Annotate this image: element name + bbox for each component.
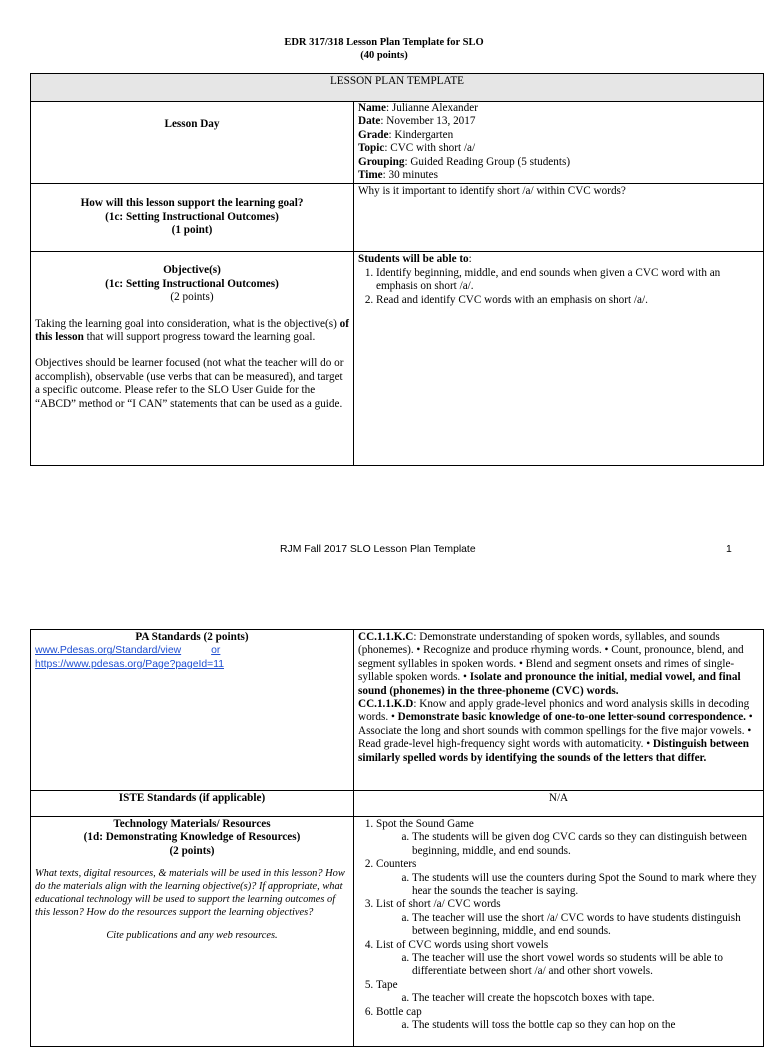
objective-item: 2. Read and identify CVC words with an emphasis on short /a/. (376, 294, 759, 307)
learning-goal-question: How will this lesson support the learning goal? (80, 197, 304, 210)
tech-resources-domain: (1d: Demonstrating Knowledge of Resources) (83, 831, 301, 844)
iste-standards-title: ISTE Standards (if applicable) (118, 792, 266, 804)
material-item: 4. List of CVC words using short vowels a. The teacher will use the short vowel words so students will be able to differentiate between short /a/ and other short vowels. (376, 939, 759, 979)
objectives-answer-cell (354, 252, 764, 466)
material-item: 2. Counters a. The students will use the counters during Spot the Sound to mark where they hear the sounds the teacher is saying. (376, 858, 759, 898)
tech-resources-title: Technology Materials/ Resources (113, 818, 271, 830)
document-title: EDR 317/318 Lesson Plan Template for SLO (284, 37, 484, 48)
material-detail: a. The teacher will create the hopscotch boxes with tape. (412, 992, 759, 1005)
material-detail: a. The students will be given dog CVC cards so they can distinguish between beginning, middle, and end sounds. (412, 831, 759, 858)
objectives-prompt-cell (31, 252, 354, 466)
material-item: 6. Bottle cap a. The students will toss the bottle cap so they can hop on the (376, 1006, 759, 1033)
standards-table (30, 629, 764, 1047)
tech-resources-points: (2 points) (169, 844, 215, 857)
objectives-points: (2 points) (170, 291, 214, 304)
lesson-day-label: Lesson Day (164, 118, 220, 130)
standard-cc-1-1-k-d: CC.1.1.K.D: Know and apply grade-level phonics and word analysis skills in decoding words. • Demonstrate basic knowledge of one-to-one letter-sound correspondence. • Associate the long and short sounds with common spellings for the five major vowels. • Read grade-level high-frequency sight words with automaticity. • Distinguish between similarly spelled words by identifying the sounds of the letters that differ. (358, 698, 753, 764)
materials-list (358, 818, 759, 1033)
pa-standards-link-2[interactable]: https://www.pdesas.org/Page?pageId=11 (35, 658, 224, 670)
pa-standards-content-cell (354, 630, 764, 791)
learning-goal-answer: Why is it important to identify short /a/ within CVC words? (358, 185, 626, 198)
material-detail: a. The students will toss the bottle cap so they can hop on the (412, 1019, 759, 1032)
tech-resources-cite: Cite publications and any web resources. (106, 930, 278, 942)
lesson-day-cell (31, 102, 354, 184)
material-detail: a. The students will use the counters during Spot the Sound to mark where they hear the sounds the teacher is saying. (412, 872, 759, 899)
lesson-plan-header (31, 74, 764, 102)
page-number: 1 (726, 544, 732, 555)
info-date: Date: November 13, 2017 (358, 115, 476, 128)
lesson-plan-header-text: LESSON PLAN TEMPLATE (329, 75, 465, 87)
iste-standards-cell (31, 791, 354, 817)
info-time: Time: 30 minutes (358, 169, 438, 182)
pa-standards-or: or (211, 645, 221, 657)
swbat-label: Students will be able to: (358, 253, 472, 266)
pa-standards-link-1[interactable]: www.Pdesas.org/Standard/view (35, 645, 182, 657)
objective-item: 1. Identify beginning, middle, and end sounds when given a CVC word with an emphasis on short /a/. (376, 267, 759, 294)
objectives-list (358, 267, 759, 307)
objectives-instruction-2: Objectives should be learner focused (not what the teacher will do or accomplish), observable (use verbs that can be measured), and target a specific outcome. Please refer to the SLO User Guide for the “ABCD” method or “I CAN” statements that can be used as a guide. (35, 357, 344, 410)
document-points: (40 points) (360, 50, 408, 61)
learning-goal-domain: (1c: Setting Instructional Outcomes) (105, 210, 279, 223)
learning-goal-cell (31, 184, 354, 252)
pa-standards-cell (31, 630, 354, 791)
page-footer-text: RJM Fall 2017 SLO Lesson Plan Template (280, 544, 476, 555)
lesson-info-cell (354, 102, 764, 184)
tech-resources-description: What texts, digital resources, & materials will be used in this lesson? How do the materials align with the learning objective(s)? If appropriate, what educational technology will be used to support the learning outcomes of this lesson? How do the resources support the learning objectives? (35, 868, 345, 919)
info-grouping: Grouping: Guided Reading Group (5 students) (358, 155, 571, 168)
material-detail: a. The teacher will use the short vowel words so students will be able to differentiate between short /a/ and other short vowels. (412, 952, 759, 979)
objectives-title: Objective(s) (163, 264, 221, 277)
standard-cc-1-1-k-c: CC.1.1.K.C: Demonstrate understanding of spoken words, syllables, and sounds (phonemes). • Recognize and produce rhyming words. • Count, pronounce, blend, and segment syllables in spoken words. • Blend and segment onsets and rimes of single-syllable spoken words. • Isolate and pronounce the initial, medial vowel, and final sound (phonemes) in the three-phoneme (CVC) words. (358, 631, 744, 697)
objectives-instruction-1: Taking the learning goal into consideration, what is the objective(s) of this lesson that will support progress toward the learning goal. (35, 317, 349, 344)
material-item: 5. Tape a. The teacher will create the hopscotch boxes with tape. (376, 979, 759, 1006)
materials-cell (354, 817, 764, 1047)
iste-standards-value-cell (354, 791, 764, 817)
iste-standards-value: N/A (548, 792, 569, 804)
lesson-plan-table (30, 73, 764, 466)
learning-goal-points: (1 point) (171, 224, 213, 237)
info-grade: Grade: Kindergarten (358, 128, 454, 141)
learning-goal-answer-cell (354, 184, 764, 252)
material-item: 1. Spot the Sound Game a. The students will be given dog CVC cards so they can distinguish between beginning, middle, and end sounds. (376, 818, 759, 858)
tech-resources-cell (31, 817, 354, 1047)
material-detail: a. The teacher will use the short /a/ CVC words to have students distinguish between beginning, middle, and end sounds. (412, 912, 759, 939)
objectives-domain: (1c: Setting Instructional Outcomes) (105, 277, 279, 290)
pa-standards-title: PA Standards (2 points) (135, 631, 249, 643)
material-item: 3. List of short /a/ CVC words a. The teacher will use the short /a/ CVC words to have students distinguish between beginning, middle, and end sounds. (376, 898, 759, 938)
info-name: Name: Julianne Alexander (358, 102, 478, 114)
info-topic: Topic: CVC with short /a/ (358, 142, 476, 155)
